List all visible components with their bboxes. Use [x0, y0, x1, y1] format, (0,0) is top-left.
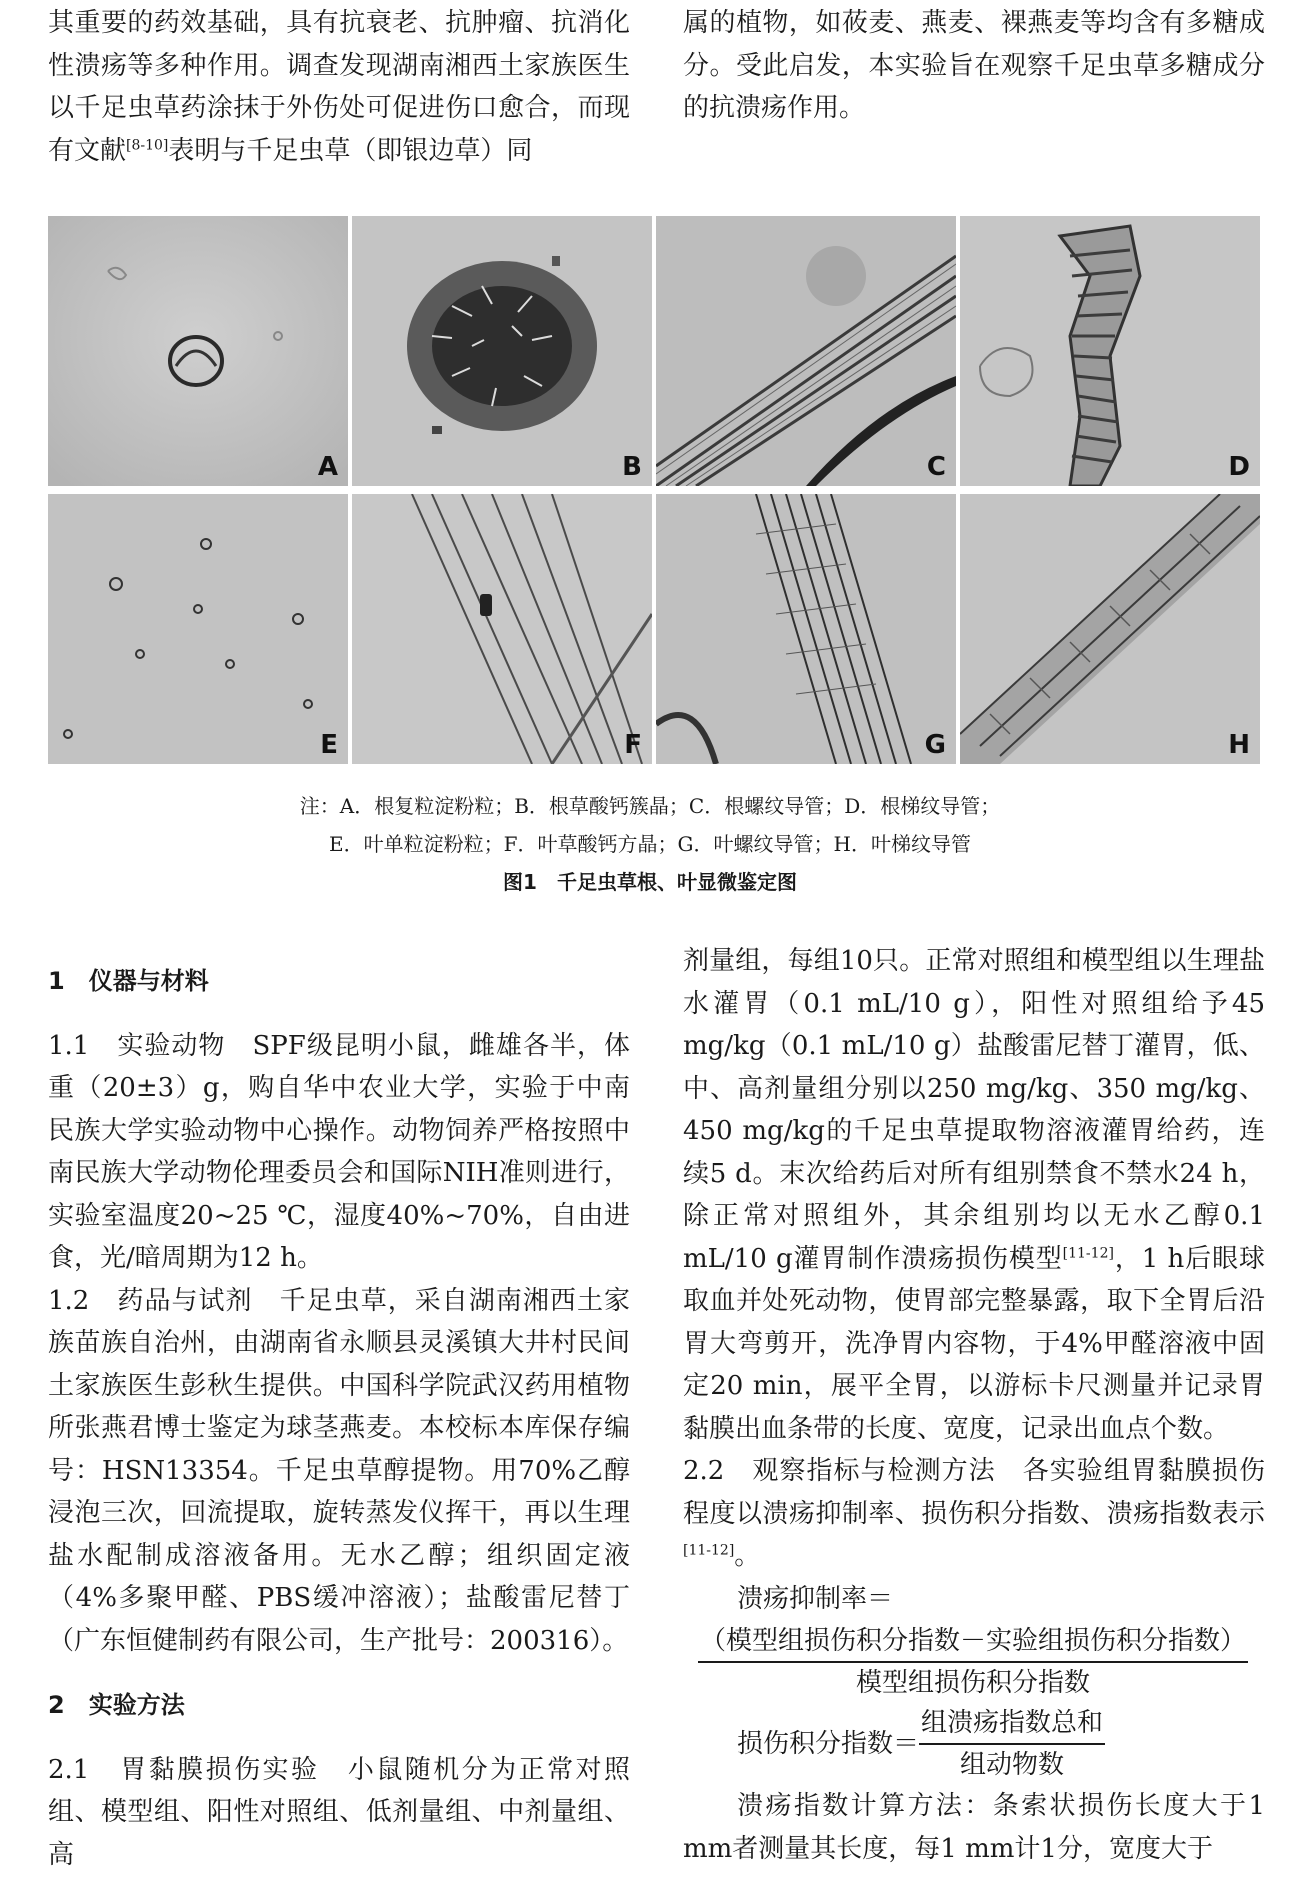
panel-b [352, 216, 652, 486]
panel-d [960, 216, 1260, 486]
starch-grain-single-icon [48, 494, 348, 764]
right-column [683, 940, 1265, 1870]
section-1-2-paragraph: 1.2 药品与试剂 千足虫草，采自湖南湘西土家族苗族自治州，由湖南省永顺县灵溪镇大井村民间土家族医生彭秋生提供。中国科学院武汉药用植物所张燕君博士鉴定为球茎燕麦。本校标本库保存编号：HSN13354。千足虫草醇提物。用70%乙醇浸泡三次，回流提取，旋转蒸发仪挥干，再以生理盐水配制成溶液备用。无水乙醇；组织固定液（4%多聚甲醛、PBS缓冲溶液）；盐酸雷尼替丁（广东恒健制药有限公司，生产批号：200316）。 [48, 1285, 630, 1656]
figure-caption-note-1: 注：A．根复粒淀粉粒；B．根草酸钙簇晶；C．根螺纹导管；D．根梯纹导管； [299, 794, 1001, 818]
top-right-paragraph [683, 2, 1265, 130]
spiral-vessel-icon [656, 494, 956, 764]
formula-ulcer-inhibition-label: 溃疡抑制率＝ [737, 1583, 894, 1614]
section-2-1-continued: 剂量组，每组10只。正常对照组和模型组以生理盐水灌胃（0.1 mL/10 g），阳性对照组给予45 mg/kg（0.1 mL/10 g）盐酸雷尼替丁灌胃，低、中、高剂量组分别以250 mg/kg、350 mg/kg、450 mg/kg的千足虫草提取物溶液灌胃给药，连续5 d。末次给药后对所有组别禁食不禁水24 h，除正常对照组外，其余组别均以无水乙醇0.1 mL/10 g灌胃制作溃疡损伤模型 [683, 946, 1265, 1274]
formula-denominator: 模型组损伤积分指数 [855, 1668, 1090, 1698]
top-right-text: 属的植物，如莜麦、燕麦、裸燕麦等均含有多糖成分。受此启发，本实验旨在观察千足虫草多糖成分的抗溃疡作用。 [683, 8, 1265, 123]
formula-denominator: 组动物数 [960, 1750, 1065, 1780]
formula-numerator: 组溃疡指数总和 [919, 1703, 1105, 1745]
calcium-oxalate-prism-icon [352, 494, 652, 764]
panel-label: A [317, 452, 338, 482]
panel-label: C [926, 452, 946, 482]
section-2-2-paragraph: 2.2 观察指标与检测方法 各实验组胃黏膜损伤程度以溃疡抑制率、损伤积分指数、溃疡指数表示 [683, 1456, 1265, 1529]
panel-label: B [622, 452, 642, 482]
citation-11-12: [11-12] [1062, 1244, 1114, 1261]
calcium-oxalate-cluster-icon [352, 216, 652, 486]
panel-h [960, 494, 1260, 764]
top-left-text: 其重要的药效基础，具有抗衰老、抗肿瘤、抗消化性溃疡等多种作用。调查发现湖南湘西土家族医生以千足虫草药涂抹于外伤处可促进伤口愈合，而现有文献 [48, 8, 630, 166]
scalariform-vessel-icon [960, 494, 1260, 764]
ulcer-index-method-paragraph: 溃疡指数计算方法：条索状损伤长度大于1 mm者测量其长度，每1 mm计1分，宽度大于 [683, 1791, 1265, 1864]
formula-injury-index-label: 损伤积分指数＝ [737, 1728, 920, 1759]
formula-ulcer-inhibition-fraction [683, 1621, 1263, 1703]
section-1-heading: 1 仪器与材料 [48, 967, 209, 995]
panel-f [352, 494, 652, 764]
formula-injury-index [683, 1703, 1265, 1785]
figure-title: 图1 千足虫草根、叶显微鉴定图 [503, 870, 797, 894]
spiral-vessel-icon [656, 216, 956, 486]
top-left-paragraph [48, 2, 630, 172]
panel-label: D [1228, 452, 1250, 482]
panel-label: F [624, 730, 642, 760]
figure-caption-note-2: E．叶单粒淀粉粒；F．叶草酸钙方晶；G．叶螺纹导管；H．叶梯纹导管 [329, 832, 971, 856]
panel-label: G [924, 730, 946, 760]
micrograph-figure [48, 216, 1260, 764]
citation-11-12: [11-12] [683, 1542, 735, 1559]
panel-label: H [1228, 730, 1250, 760]
section-1-1-paragraph: 1.1 实验动物 SPF级昆明小鼠，雌雄各半，体重（20±3）g，购自华中农业大学，实验于中南民族大学实验动物中心操作。动物饲养严格按照中南民族大学动物伦理委员会和国际NIH准则进行，实验室温度20~25 ℃，湿度40%~70%，自由进食，光/暗周期为12 h。 [48, 1030, 630, 1273]
top-left-tail: 表明与千足虫草（即银边草）同 [168, 135, 533, 166]
formula-numerator: （模型组损伤积分指数－实验组损伤积分指数） [698, 1621, 1248, 1663]
citation-8-10: [8-10] [126, 136, 169, 153]
starch-grain-compound-icon [48, 216, 348, 486]
scalariform-vessel-icon [960, 216, 1260, 486]
panel-a [48, 216, 348, 486]
section-2-2-tail: 。 [734, 1541, 761, 1571]
section-2-1-paragraph: 2.1 胃黏膜损伤实验 小鼠随机分为正常对照组、模型组、阳性对照组、低剂量组、中剂量组、高 [48, 1754, 630, 1870]
section-2-heading: 2 实验方法 [48, 1691, 185, 1719]
formula-injury-index-fraction [919, 1703, 1105, 1785]
panel-label: E [320, 730, 338, 760]
panel-g [656, 494, 956, 764]
panel-c [656, 216, 956, 486]
left-column [48, 960, 630, 1876]
panel-e [48, 494, 348, 764]
section-2-1-continued-tail: ，1 h后眼球取血并处死动物，使胃部完整暴露，取下全胃后沿胃大弯剪开，洗净胃内容物，于4%甲醛溶液中固定20 min，展平全胃，以游标卡尺测量并记录胃黏膜出血条带的长度、宽度，记录出血点个数。 [683, 1243, 1265, 1444]
